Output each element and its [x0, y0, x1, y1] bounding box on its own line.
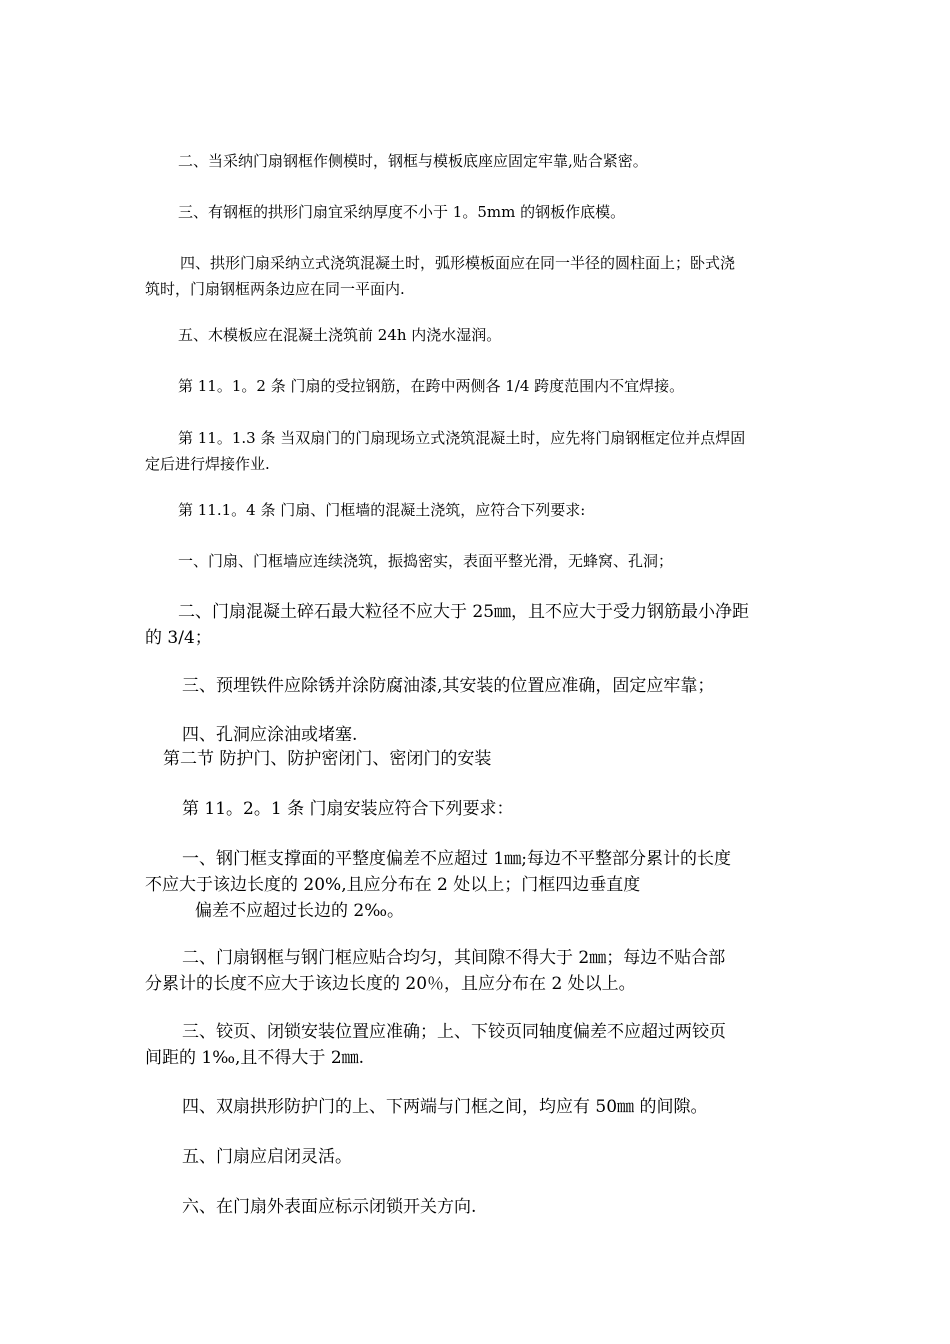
paragraph-aggregate-size	[145, 599, 810, 651]
text-line: 定后进行焊接作业.	[145, 455, 270, 473]
text-line: 第二节 防护门、防护密闭门、密闭门的安装	[163, 749, 492, 769]
text-line: 一、门扇、门框墙应连续浇筑，振捣密实，表面平整光滑，无蜂窝、孔洞；	[178, 552, 674, 570]
paragraph-wet-formwork	[145, 322, 810, 348]
text-line: 五、木模板应在混凝土浇筑前 24h 内浇水湿润。	[178, 326, 502, 344]
text-line: 第 11.1。4 条 门扇、门框墙的混凝土浇筑，应符合下列要求:	[178, 501, 586, 519]
text-line: 不应大于该边长度的 20%,且应分布在 2 处以上；门框四边垂直度	[145, 875, 641, 895]
text-line: 偏差不应超过长边的 2‰。	[195, 901, 405, 921]
text-line: 二、门扇钢框与钢门框应贴合均匀，其间隙不得大于 2㎜；每边不贴合部	[182, 948, 726, 968]
text-line: 五、门扇应启闭灵活。	[182, 1147, 352, 1167]
paragraph-frame-flatness	[145, 846, 810, 924]
text-line: 六、在门扇外表面应标示闭锁开关方向.	[182, 1197, 477, 1217]
text-line: 二、门扇混凝土碎石最大粒径不应大于 25㎜，且不应大于受力钢筋最小净距	[178, 602, 750, 622]
text-line: 四、拱形门扇采纳立式浇筑混凝土时，弧形模板面应在同一半径的圆柱面上；卧式浇	[180, 254, 736, 272]
text-line: 第 11。1.3 条 当双扇门的门扇现场立式浇筑混凝土时，应先将门扇钢框定位并点焊固	[178, 429, 746, 447]
text-line: 三、有钢框的拱形门扇宜采纳厚度不小于 1。5mm 的钢板作底模。	[178, 203, 626, 221]
text-line: 分累计的长度不应大于该边长度的 20％，且应分布在 2 处以上。	[145, 974, 636, 994]
paragraph-frame-gap	[145, 945, 810, 997]
paragraph-arch-casting	[145, 250, 810, 302]
paragraph-clause-11-1-3	[145, 425, 810, 477]
section-heading	[145, 746, 810, 772]
paragraph-clause-11-1-4	[145, 497, 810, 523]
paragraph-lock-direction	[145, 1194, 810, 1220]
paragraph-clause-11-1-2	[145, 373, 810, 399]
paragraph-flexible-operation	[145, 1144, 810, 1170]
text-line: 第 11。1。2 条 门扇的受拉钢筋，在跨中两侧各 1/4 跨度范围内不宜焊接。	[178, 377, 685, 395]
text-line: 筑时，门扇钢框两条边应在同一平面内.	[145, 280, 405, 298]
paragraph-side-formwork	[145, 148, 810, 174]
text-line: 二、当采纳门扇钢框作侧模时，钢框与模板底座应固定牢靠,贴合紧密。	[178, 152, 648, 170]
text-line: 三、预埋铁件应除锈并涂防腐油漆,其安装的位置应准确，固定应牢靠；	[182, 676, 715, 696]
paragraph-embedded-iron	[145, 673, 810, 699]
text-line: 一、钢门框支撑面的平整度偏差不应超过 1㎜;每边不平整部分累计的长度	[182, 849, 731, 869]
text-line: 第 11。2。1 条 门扇安装应符合下列要求：	[182, 799, 514, 819]
paragraph-bottom-formwork	[145, 199, 810, 225]
text-line: 三、铰页、闭锁安装位置应准确；上、下铰页同轴度偏差不应超过两铰页	[182, 1022, 726, 1042]
paragraph-clause-11-2-1	[145, 796, 810, 822]
paragraph-double-leaf-gap	[145, 1094, 810, 1120]
text-line: 四、双扇拱形防护门的上、下两端与门框之间，均应有 50㎜ 的间隙。	[182, 1097, 708, 1117]
paragraph-continuous-casting	[145, 548, 810, 574]
text-line: 间距的 1‰,且不得大于 2㎜.	[145, 1048, 365, 1068]
paragraph-holes	[145, 722, 810, 748]
text-line: 的 3/4；	[145, 628, 212, 648]
text-line: 四、孔洞应涂油或堵塞.	[182, 725, 358, 745]
paragraph-hinge-lock	[145, 1019, 810, 1071]
